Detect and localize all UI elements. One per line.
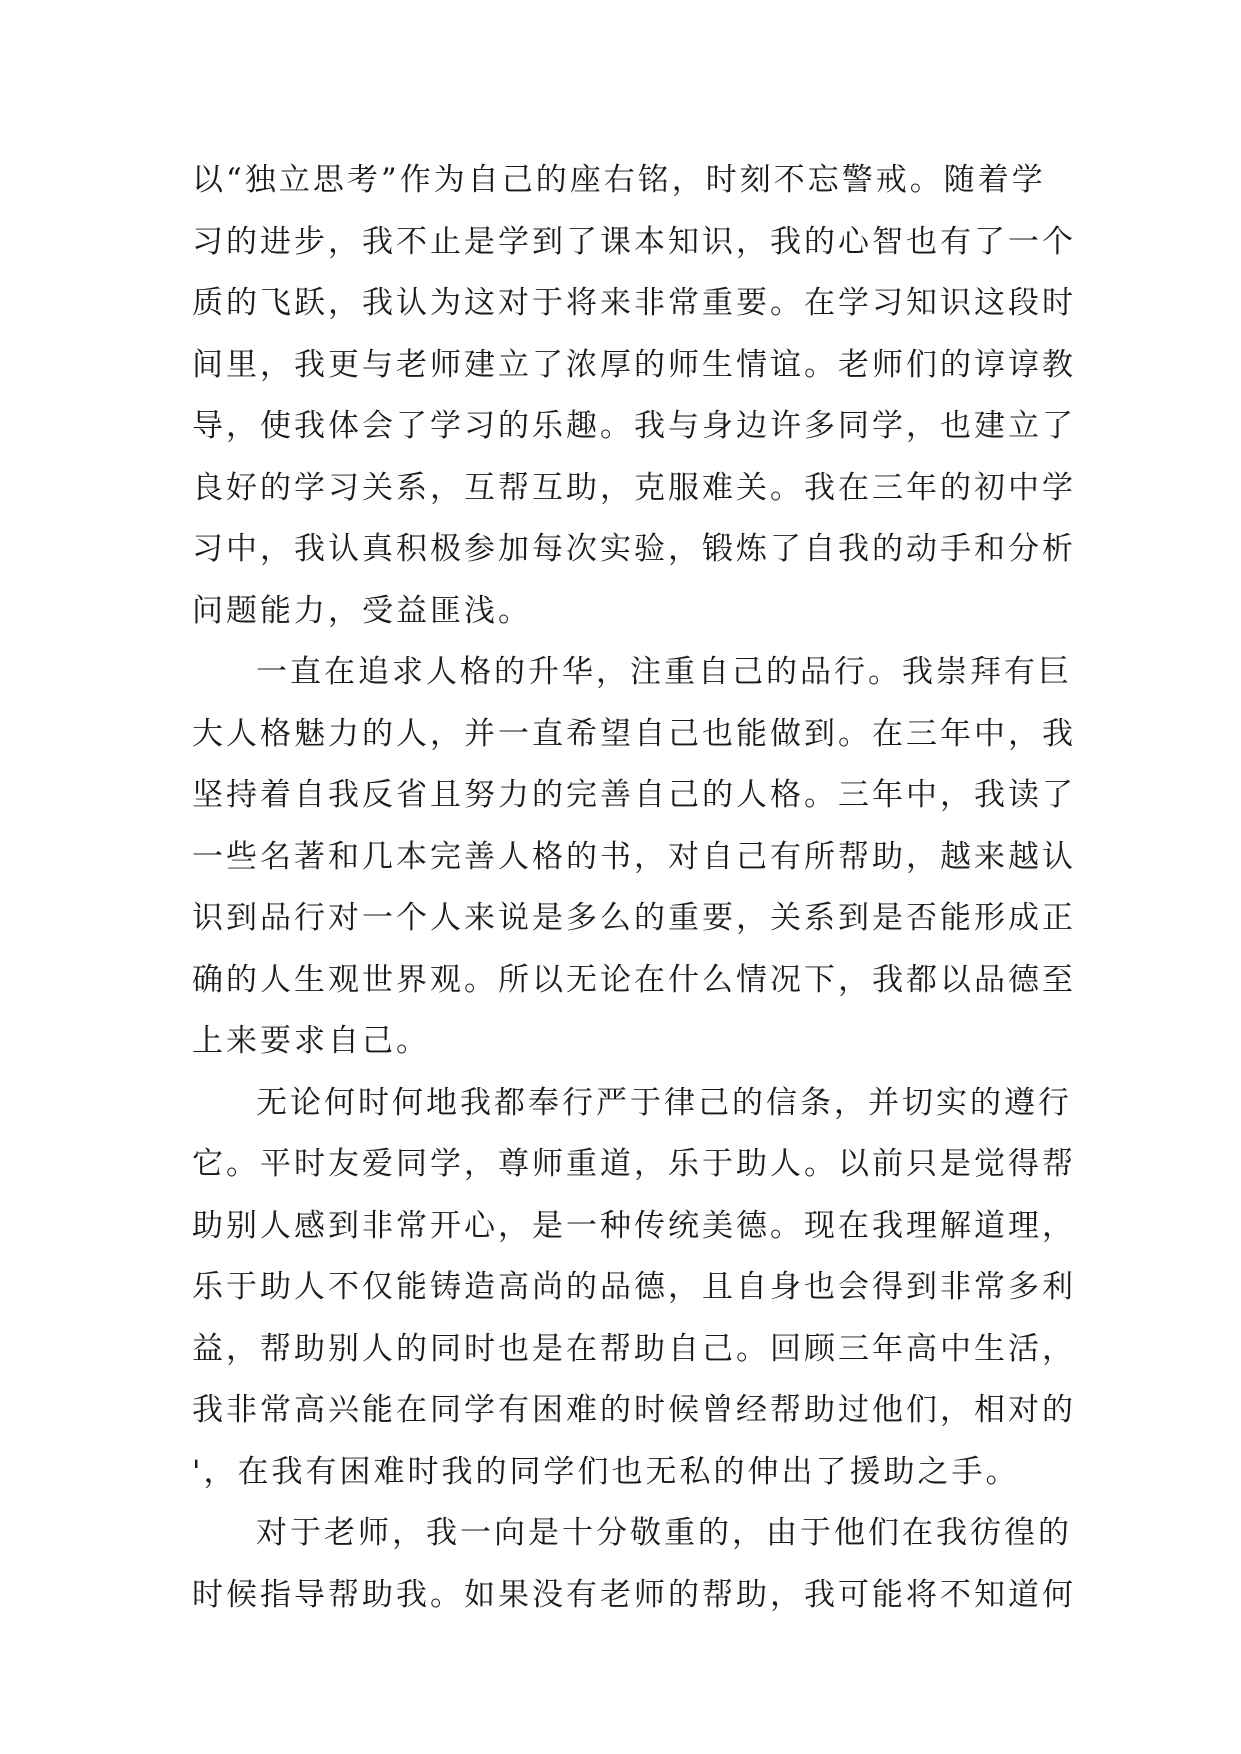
text-line-indented: 无论何时何地我都奉行严于律己的信条，并切实的遵行 bbox=[256, 1084, 1072, 1121]
paragraph-2 bbox=[192, 642, 1076, 1073]
text-line: 质的飞跃，我认为这对于将来非常重要。在学习知识这段时 bbox=[192, 285, 1076, 321]
text-line-indented: 一直在追求人格的升华，注重自己的品行。我崇拜有巨 bbox=[256, 654, 1072, 690]
text-line: 确的人生观世界观。所以无论在什么情况下，我都以品德至 bbox=[192, 961, 1076, 998]
text-line: 以“独立思考”作为自己的座右铭，时刻不忘警戒。随着学 bbox=[192, 162, 1046, 198]
text-line: 问题能力，受益匪浅。 bbox=[192, 592, 532, 629]
paragraph-4 bbox=[192, 1503, 1076, 1626]
text-line: 它。平时友爱同学，尊师重道，乐于助人。以前只是觉得帮 bbox=[192, 1146, 1076, 1182]
text-line: 上来要求自己。 bbox=[192, 1023, 430, 1059]
text-line: 一些名著和几本完善人格的书，对自己有所帮助，越来越认 bbox=[192, 838, 1076, 875]
text-line-indented: 对于老师，我一向是十分敬重的，由于他们在我彷徨的 bbox=[256, 1515, 1072, 1551]
text-line: '，在我有困难时我的同学们也无私的伸出了援助之手。 bbox=[192, 1453, 1020, 1490]
text-line: 导，使我体会了学习的乐趣。我与身边许多同学，也建立了 bbox=[192, 408, 1076, 444]
text-line: 习的进步，我不止是学到了课本知识，我的心智也有了一个 bbox=[192, 223, 1076, 260]
text-line: 坚持着自我反省且努力的完善自己的人格。三年中，我读了 bbox=[192, 777, 1076, 813]
text-line: 我非常高兴能在同学有困难的时候曾经帮助过他们，相对的 bbox=[192, 1392, 1076, 1428]
paragraph-1 bbox=[192, 150, 1076, 642]
text-line: 乐于助人不仅能铸造高尚的品德，且自身也会得到非常多利 bbox=[192, 1269, 1076, 1305]
paragraph-3 bbox=[192, 1073, 1076, 1504]
text-line: 间里，我更与老师建立了浓厚的师生情谊。老师们的谆谆教 bbox=[192, 346, 1076, 383]
text-line: 良好的学习关系，互帮互助，克服难关。我在三年的初中学 bbox=[192, 469, 1076, 506]
text-line: 习中，我认真积极参加每次实验，锻炼了自我的动手和分析 bbox=[192, 531, 1076, 567]
text-line: 助别人感到非常开心，是一种传统美德。现在我理解道理， bbox=[192, 1207, 1076, 1244]
text-line: 时候指导帮助我。如果没有老师的帮助，我可能将不知道何 bbox=[192, 1576, 1076, 1613]
text-line: 大人格魅力的人，并一直希望自己也能做到。在三年中，我 bbox=[192, 715, 1076, 752]
text-line: 益，帮助别人的同时也是在帮助自己。回顾三年高中生活， bbox=[192, 1330, 1076, 1367]
body-text bbox=[192, 150, 1076, 1626]
text-line: 识到品行对一个人来说是多么的重要，关系到是否能形成正 bbox=[192, 900, 1076, 936]
